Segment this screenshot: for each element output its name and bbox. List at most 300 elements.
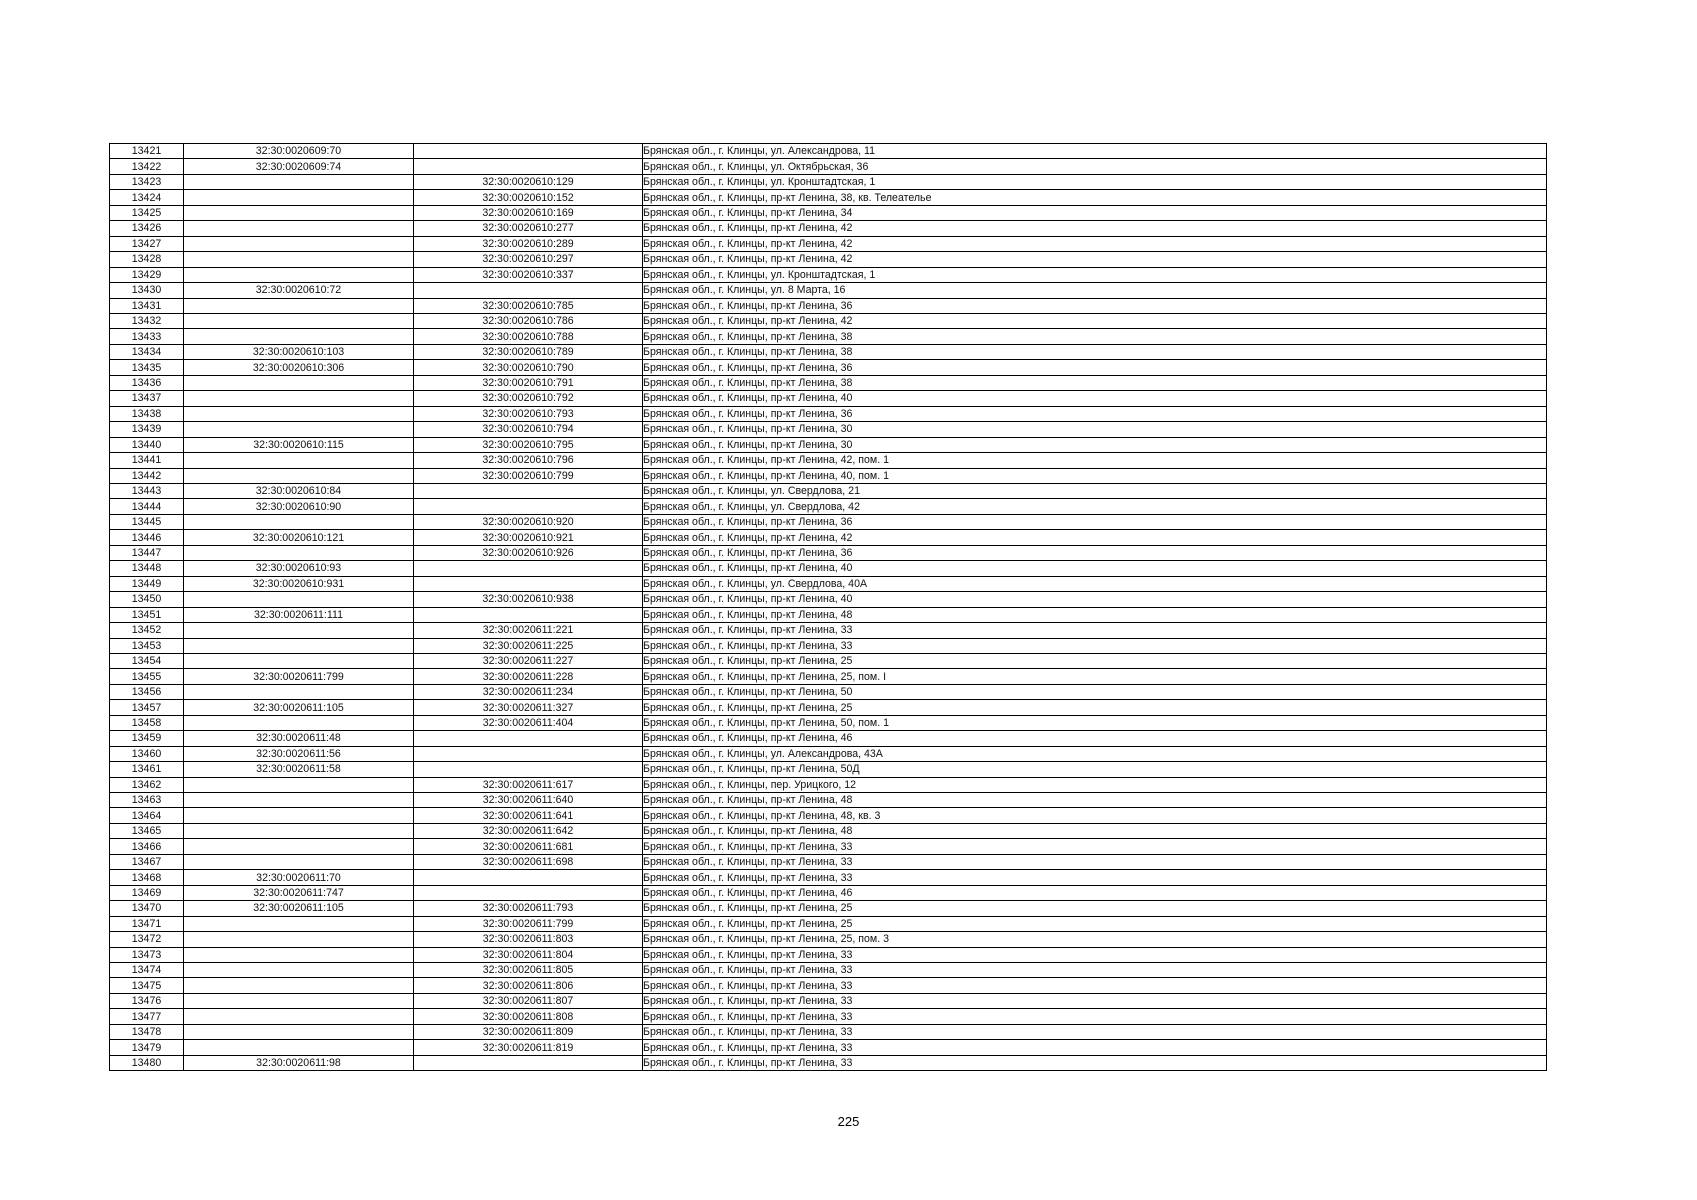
table-row xyxy=(110,329,1547,344)
table-row xyxy=(110,854,1547,869)
previous-cadastral-number-cell xyxy=(184,793,414,808)
cadastral-number-cell xyxy=(414,483,643,498)
table-row xyxy=(110,545,1547,560)
address-cell: Брянская обл., г. Клинцы, ул. Кронштадтская, 1 xyxy=(643,267,1547,282)
address-cell: Брянская обл., г. Клинцы, пр-кт Ленина, 25 xyxy=(643,700,1547,715)
table-row xyxy=(110,360,1547,375)
cadastral-number-cell: 32:30:0020611:640 xyxy=(414,793,643,808)
previous-cadastral-number-cell xyxy=(184,514,414,529)
address-cell: Брянская обл., г. Клинцы, пр-кт Ленина, 40 xyxy=(643,592,1547,607)
table-row xyxy=(110,236,1547,251)
row-number-cell: 13459 xyxy=(110,731,184,746)
cadastral-number-cell: 32:30:0020610:277 xyxy=(414,221,643,236)
cadastral-number-cell xyxy=(414,870,643,885)
row-number-cell: 13432 xyxy=(110,313,184,328)
address-cell: Брянская обл., г. Клинцы, пр-кт Ленина, 50Д xyxy=(643,762,1547,777)
previous-cadastral-number-cell xyxy=(184,993,414,1008)
cadastral-number-cell: 32:30:0020611:681 xyxy=(414,839,643,854)
address-cell: Брянская обл., г. Клинцы, пр-кт Ленина, 34 xyxy=(643,205,1547,220)
address-cell: Брянская обл., г. Клинцы, пр-кт Ленина, 46 xyxy=(643,885,1547,900)
address-cell: Брянская обл., г. Клинцы, пр-кт Ленина, 46 xyxy=(643,731,1547,746)
table-row xyxy=(110,205,1547,220)
cadastral-number-cell xyxy=(414,561,643,576)
row-number-cell: 13475 xyxy=(110,978,184,993)
address-cell: Брянская обл., г. Клинцы, пр-кт Ленина, 42 xyxy=(643,313,1547,328)
row-number-cell: 13421 xyxy=(110,144,184,159)
row-number-cell: 13442 xyxy=(110,468,184,483)
previous-cadastral-number-cell xyxy=(184,947,414,962)
previous-cadastral-number-cell xyxy=(184,313,414,328)
previous-cadastral-number-cell: 32:30:0020611:105 xyxy=(184,901,414,916)
table-row xyxy=(110,391,1547,406)
previous-cadastral-number-cell xyxy=(184,422,414,437)
address-cell: Брянская обл., г. Клинцы, пр-кт Ленина, 33 xyxy=(643,1024,1547,1039)
cadastral-number-cell: 32:30:0020610:790 xyxy=(414,360,643,375)
table-row xyxy=(110,638,1547,653)
table-row xyxy=(110,468,1547,483)
address-cell: Брянская обл., г. Клинцы, пр-кт Ленина, 25, пом. I xyxy=(643,669,1547,684)
table-row xyxy=(110,144,1547,159)
row-number-cell: 13461 xyxy=(110,762,184,777)
previous-cadastral-number-cell: 32:30:0020611:799 xyxy=(184,669,414,684)
table-row xyxy=(110,1055,1547,1070)
table-row xyxy=(110,190,1547,205)
address-cell: Брянская обл., г. Клинцы, пр-кт Ленина, 33 xyxy=(643,854,1547,869)
table-row xyxy=(110,453,1547,468)
cadastral-number-cell: 32:30:0020610:792 xyxy=(414,391,643,406)
row-number-cell: 13428 xyxy=(110,252,184,267)
address-cell: Брянская обл., г. Клинцы, пр-кт Ленина, 38 xyxy=(643,329,1547,344)
cadastral-number-cell: 32:30:0020611:808 xyxy=(414,1009,643,1024)
address-cell: Брянская обл., г. Клинцы, пр-кт Ленина, 25 xyxy=(643,653,1547,668)
row-number-cell: 13452 xyxy=(110,623,184,638)
address-cell: Брянская обл., г. Клинцы, пр-кт Ленина, 40, пом. 1 xyxy=(643,468,1547,483)
row-number-cell: 13446 xyxy=(110,530,184,545)
address-cell: Брянская обл., г. Клинцы, пр-кт Ленина, 42 xyxy=(643,252,1547,267)
row-number-cell: 13457 xyxy=(110,700,184,715)
previous-cadastral-number-cell: 32:30:0020610:306 xyxy=(184,360,414,375)
row-number-cell: 13437 xyxy=(110,391,184,406)
previous-cadastral-number-cell xyxy=(184,252,414,267)
table-row xyxy=(110,422,1547,437)
table-row xyxy=(110,561,1547,576)
table-row xyxy=(110,808,1547,823)
previous-cadastral-number-cell: 32:30:0020609:70 xyxy=(184,144,414,159)
table-row xyxy=(110,530,1547,545)
cadastral-number-cell: 32:30:0020610:337 xyxy=(414,267,643,282)
table-row xyxy=(110,483,1547,498)
previous-cadastral-number-cell: 32:30:0020610:121 xyxy=(184,530,414,545)
row-number-cell: 13431 xyxy=(110,298,184,313)
address-cell: Брянская обл., г. Клинцы, ул. Свердлова, 40А xyxy=(643,576,1547,591)
address-cell: Брянская обл., г. Клинцы, пр-кт Ленина, 50, пом. 1 xyxy=(643,715,1547,730)
row-number-cell: 13456 xyxy=(110,684,184,699)
previous-cadastral-number-cell: 32:30:0020610:72 xyxy=(184,283,414,298)
address-cell: Брянская обл., г. Клинцы, пр-кт Ленина, 50 xyxy=(643,684,1547,699)
previous-cadastral-number-cell xyxy=(184,391,414,406)
table-row xyxy=(110,823,1547,838)
address-cell: Брянская обл., г. Клинцы, пр-кт Ленина, 38 xyxy=(643,344,1547,359)
table-row xyxy=(110,607,1547,622)
row-number-cell: 13429 xyxy=(110,267,184,282)
previous-cadastral-number-cell: 32:30:0020611:747 xyxy=(184,885,414,900)
previous-cadastral-number-cell xyxy=(184,808,414,823)
address-cell: Брянская обл., г. Клинцы, пр-кт Ленина, 42 xyxy=(643,236,1547,251)
row-number-cell: 13434 xyxy=(110,344,184,359)
table-row xyxy=(110,313,1547,328)
table-row xyxy=(110,252,1547,267)
cadastral-number-cell: 32:30:0020610:788 xyxy=(414,329,643,344)
row-number-cell: 13466 xyxy=(110,839,184,854)
previous-cadastral-number-cell xyxy=(184,823,414,838)
row-number-cell: 13453 xyxy=(110,638,184,653)
row-number-cell: 13467 xyxy=(110,854,184,869)
table-row xyxy=(110,344,1547,359)
table-row xyxy=(110,684,1547,699)
previous-cadastral-number-cell: 32:30:0020609:74 xyxy=(184,159,414,174)
address-cell: Брянская обл., г. Клинцы, пр-кт Ленина, 33 xyxy=(643,1055,1547,1070)
previous-cadastral-number-cell: 32:30:0020610:93 xyxy=(184,561,414,576)
table-row xyxy=(110,669,1547,684)
row-number-cell: 13451 xyxy=(110,607,184,622)
row-number-cell: 13426 xyxy=(110,221,184,236)
address-cell: Брянская обл., г. Клинцы, пр-кт Ленина, 33 xyxy=(643,963,1547,978)
address-cell: Брянская обл., г. Клинцы, пр-кт Ленина, 42 xyxy=(643,221,1547,236)
row-number-cell: 13474 xyxy=(110,963,184,978)
row-number-cell: 13464 xyxy=(110,808,184,823)
row-number-cell: 13470 xyxy=(110,901,184,916)
table-row xyxy=(110,283,1547,298)
address-cell: Брянская обл., г. Клинцы, пр-кт Ленина, 33 xyxy=(643,870,1547,885)
cadastral-number-cell: 32:30:0020610:920 xyxy=(414,514,643,529)
row-number-cell: 13458 xyxy=(110,715,184,730)
cadastral-number-cell: 32:30:0020611:227 xyxy=(414,653,643,668)
previous-cadastral-number-cell: 32:30:0020610:103 xyxy=(184,344,414,359)
address-cell: Брянская обл., г. Клинцы, пр-кт Ленина, 33 xyxy=(643,638,1547,653)
row-number-cell: 13462 xyxy=(110,777,184,792)
table-row xyxy=(110,514,1547,529)
page-number: 225 xyxy=(837,1114,860,1129)
cadastral-number-cell: 32:30:0020610:152 xyxy=(414,190,643,205)
row-number-cell: 13476 xyxy=(110,993,184,1008)
cadastral-number-cell: 32:30:0020611:804 xyxy=(414,947,643,962)
previous-cadastral-number-cell: 32:30:0020611:98 xyxy=(184,1055,414,1070)
table-row xyxy=(110,1040,1547,1055)
previous-cadastral-number-cell xyxy=(184,1040,414,1055)
cadastral-number-cell xyxy=(414,731,643,746)
table-row xyxy=(110,700,1547,715)
address-cell: Брянская обл., г. Клинцы, пр-кт Ленина, 33 xyxy=(643,839,1547,854)
row-number-cell: 13444 xyxy=(110,499,184,514)
row-number-cell: 13436 xyxy=(110,375,184,390)
cadastral-registry-table xyxy=(109,143,1547,1071)
cadastral-number-cell xyxy=(414,159,643,174)
row-number-cell: 13443 xyxy=(110,483,184,498)
previous-cadastral-number-cell xyxy=(184,978,414,993)
address-cell: Брянская обл., г. Клинцы, ул. Свердлова, 21 xyxy=(643,483,1547,498)
row-number-cell: 13435 xyxy=(110,360,184,375)
table-row xyxy=(110,592,1547,607)
previous-cadastral-number-cell xyxy=(184,1024,414,1039)
row-number-cell: 13423 xyxy=(110,174,184,189)
address-cell: Брянская обл., г. Клинцы, пр-кт Ленина, 40 xyxy=(643,391,1547,406)
cadastral-number-cell: 32:30:0020611:805 xyxy=(414,963,643,978)
row-number-cell: 13469 xyxy=(110,885,184,900)
cadastral-number-cell: 32:30:0020611:327 xyxy=(414,700,643,715)
table-row xyxy=(110,653,1547,668)
cadastral-number-cell: 32:30:0020610:794 xyxy=(414,422,643,437)
address-cell: Брянская обл., г. Клинцы, пр-кт Ленина, 36 xyxy=(643,545,1547,560)
table-row xyxy=(110,576,1547,591)
address-cell: Брянская обл., г. Клинцы, пр-кт Ленина, 42, пом. 1 xyxy=(643,453,1547,468)
address-cell: Брянская обл., г. Клинцы, ул. Октябрьская, 36 xyxy=(643,159,1547,174)
table-row xyxy=(110,499,1547,514)
previous-cadastral-number-cell xyxy=(184,916,414,931)
address-cell: Брянская обл., г. Клинцы, пр-кт Ленина, 33 xyxy=(643,1009,1547,1024)
cadastral-number-cell: 32:30:0020611:809 xyxy=(414,1024,643,1039)
cadastral-number-cell: 32:30:0020610:921 xyxy=(414,530,643,545)
previous-cadastral-number-cell xyxy=(184,684,414,699)
previous-cadastral-number-cell: 32:30:0020611:105 xyxy=(184,700,414,715)
previous-cadastral-number-cell xyxy=(184,190,414,205)
cadastral-number-cell: 32:30:0020610:795 xyxy=(414,437,643,452)
previous-cadastral-number-cell xyxy=(184,638,414,653)
cadastral-number-cell: 32:30:0020610:791 xyxy=(414,375,643,390)
previous-cadastral-number-cell xyxy=(184,205,414,220)
row-number-cell: 13454 xyxy=(110,653,184,668)
cadastral-number-cell: 32:30:0020611:819 xyxy=(414,1040,643,1055)
address-cell: Брянская обл., г. Клинцы, пр-кт Ленина, 36 xyxy=(643,298,1547,313)
cadastral-number-cell: 32:30:0020610:793 xyxy=(414,406,643,421)
previous-cadastral-number-cell xyxy=(184,592,414,607)
row-number-cell: 13438 xyxy=(110,406,184,421)
cadastral-number-cell: 32:30:0020610:297 xyxy=(414,252,643,267)
cadastral-number-cell: 32:30:0020610:789 xyxy=(414,344,643,359)
previous-cadastral-number-cell xyxy=(184,653,414,668)
row-number-cell: 13425 xyxy=(110,205,184,220)
table-row xyxy=(110,159,1547,174)
address-cell: Брянская обл., г. Клинцы, ул. Александрова, 43А xyxy=(643,746,1547,761)
row-number-cell: 13439 xyxy=(110,422,184,437)
cadastral-number-cell: 32:30:0020611:799 xyxy=(414,916,643,931)
table-row xyxy=(110,978,1547,993)
address-cell: Брянская обл., г. Клинцы, пр-кт Ленина, 36 xyxy=(643,360,1547,375)
address-cell: Брянская обл., г. Клинцы, пр-кт Ленина, 38, кв. Телеателье xyxy=(643,190,1547,205)
previous-cadastral-number-cell xyxy=(184,298,414,313)
address-cell: Брянская обл., г. Клинцы, пр-кт Ленина, 30 xyxy=(643,437,1547,452)
previous-cadastral-number-cell: 32:30:0020610:90 xyxy=(184,499,414,514)
cadastral-number-cell: 32:30:0020610:796 xyxy=(414,453,643,468)
address-cell: Брянская обл., г. Клинцы, пр-кт Ленина, 33 xyxy=(643,623,1547,638)
previous-cadastral-number-cell xyxy=(184,453,414,468)
address-cell: Брянская обл., г. Клинцы, пр-кт Ленина, 33 xyxy=(643,947,1547,962)
cadastral-number-cell: 32:30:0020610:129 xyxy=(414,174,643,189)
row-number-cell: 13472 xyxy=(110,932,184,947)
row-number-cell: 13430 xyxy=(110,283,184,298)
row-number-cell: 13477 xyxy=(110,1009,184,1024)
previous-cadastral-number-cell xyxy=(184,468,414,483)
cadastral-number-cell: 32:30:0020611:221 xyxy=(414,623,643,638)
cadastral-number-cell xyxy=(414,576,643,591)
row-number-cell: 13448 xyxy=(110,561,184,576)
table-row xyxy=(110,715,1547,730)
cadastral-number-cell xyxy=(414,283,643,298)
previous-cadastral-number-cell xyxy=(184,236,414,251)
row-number-cell: 13480 xyxy=(110,1055,184,1070)
row-number-cell: 13460 xyxy=(110,746,184,761)
address-cell: Брянская обл., г. Клинцы, пр-кт Ленина, 36 xyxy=(643,406,1547,421)
cadastral-number-cell: 32:30:0020610:289 xyxy=(414,236,643,251)
previous-cadastral-number-cell xyxy=(184,174,414,189)
address-cell: Брянская обл., г. Клинцы, пр-кт Ленина, 25, пом. 3 xyxy=(643,932,1547,947)
cadastral-number-cell xyxy=(414,885,643,900)
address-cell: Брянская обл., г. Клинцы, ул. Александрова, 11 xyxy=(643,144,1547,159)
row-number-cell: 13440 xyxy=(110,437,184,452)
address-cell: Брянская обл., г. Клинцы, пр-кт Ленина, 38 xyxy=(643,375,1547,390)
table-row xyxy=(110,932,1547,947)
row-number-cell: 13463 xyxy=(110,793,184,808)
table-row xyxy=(110,793,1547,808)
table-row xyxy=(110,437,1547,452)
address-cell: Брянская обл., г. Клинцы, пр-кт Ленина, 48, кв. 3 xyxy=(643,808,1547,823)
cadastral-number-cell: 32:30:0020610:785 xyxy=(414,298,643,313)
table-row xyxy=(110,963,1547,978)
address-cell: Брянская обл., г. Клинцы, пр-кт Ленина, 48 xyxy=(643,607,1547,622)
table-row xyxy=(110,870,1547,885)
cadastral-number-cell: 32:30:0020611:617 xyxy=(414,777,643,792)
previous-cadastral-number-cell xyxy=(184,329,414,344)
cadastral-number-cell: 32:30:0020611:234 xyxy=(414,684,643,699)
previous-cadastral-number-cell xyxy=(184,623,414,638)
cadastral-number-cell xyxy=(414,1055,643,1070)
cadastral-number-cell: 32:30:0020611:404 xyxy=(414,715,643,730)
cadastral-number-cell xyxy=(414,746,643,761)
table-row xyxy=(110,762,1547,777)
address-cell: Брянская обл., г. Клинцы, ул. Свердлова, 42 xyxy=(643,499,1547,514)
address-cell: Брянская обл., г. Клинцы, пр-кт Ленина, 25 xyxy=(643,901,1547,916)
table-row xyxy=(110,746,1547,761)
address-cell: Брянская обл., г. Клинцы, пр-кт Ленина, 42 xyxy=(643,530,1547,545)
cadastral-number-cell: 32:30:0020611:807 xyxy=(414,993,643,1008)
table-row xyxy=(110,993,1547,1008)
cadastral-number-cell: 32:30:0020611:698 xyxy=(414,854,643,869)
cadastral-number-cell: 32:30:0020611:225 xyxy=(414,638,643,653)
address-cell: Брянская обл., г. Клинцы, пр-кт Ленина, 48 xyxy=(643,793,1547,808)
cadastral-number-cell: 32:30:0020611:806 xyxy=(414,978,643,993)
table-row xyxy=(110,885,1547,900)
cadastral-number-cell: 32:30:0020611:793 xyxy=(414,901,643,916)
cadastral-number-cell: 32:30:0020611:228 xyxy=(414,669,643,684)
table-row xyxy=(110,1009,1547,1024)
table-row xyxy=(110,221,1547,236)
row-number-cell: 13449 xyxy=(110,576,184,591)
previous-cadastral-number-cell xyxy=(184,375,414,390)
table-row xyxy=(110,901,1547,916)
table-row xyxy=(110,623,1547,638)
previous-cadastral-number-cell xyxy=(184,854,414,869)
cadastral-number-cell xyxy=(414,762,643,777)
previous-cadastral-number-cell xyxy=(184,221,414,236)
table-row xyxy=(110,916,1547,931)
row-number-cell: 13424 xyxy=(110,190,184,205)
row-number-cell: 13479 xyxy=(110,1040,184,1055)
cadastral-number-cell: 32:30:0020611:642 xyxy=(414,823,643,838)
table-body xyxy=(110,144,1547,1071)
row-number-cell: 13445 xyxy=(110,514,184,529)
row-number-cell: 13441 xyxy=(110,453,184,468)
cadastral-number-cell: 32:30:0020610:169 xyxy=(414,205,643,220)
previous-cadastral-number-cell xyxy=(184,545,414,560)
previous-cadastral-number-cell xyxy=(184,715,414,730)
row-number-cell: 13465 xyxy=(110,823,184,838)
previous-cadastral-number-cell: 32:30:0020610:84 xyxy=(184,483,414,498)
row-number-cell: 13422 xyxy=(110,159,184,174)
address-cell: Брянская обл., г. Клинцы, пр-кт Ленина, 33 xyxy=(643,978,1547,993)
table-row xyxy=(110,406,1547,421)
address-cell: Брянская обл., г. Клинцы, пр-кт Ленина, 48 xyxy=(643,823,1547,838)
address-cell: Брянская обл., г. Клинцы, пр-кт Ленина, 25 xyxy=(643,916,1547,931)
previous-cadastral-number-cell xyxy=(184,267,414,282)
previous-cadastral-number-cell: 32:30:0020611:58 xyxy=(184,762,414,777)
previous-cadastral-number-cell: 32:30:0020610:115 xyxy=(184,437,414,452)
table-row xyxy=(110,298,1547,313)
table-row xyxy=(110,947,1547,962)
address-cell: Брянская обл., г. Клинцы, ул. 8 Марта, 16 xyxy=(643,283,1547,298)
table-row xyxy=(110,1024,1547,1039)
address-cell: Брянская обл., г. Клинцы, пр-кт Ленина, 30 xyxy=(643,422,1547,437)
previous-cadastral-number-cell xyxy=(184,932,414,947)
row-number-cell: 13455 xyxy=(110,669,184,684)
previous-cadastral-number-cell: 32:30:0020611:111 xyxy=(184,607,414,622)
row-number-cell: 13427 xyxy=(110,236,184,251)
previous-cadastral-number-cell: 32:30:0020610:931 xyxy=(184,576,414,591)
previous-cadastral-number-cell xyxy=(184,406,414,421)
cadastral-number-cell: 32:30:0020610:799 xyxy=(414,468,643,483)
cadastral-number-cell: 32:30:0020611:641 xyxy=(414,808,643,823)
row-number-cell: 13433 xyxy=(110,329,184,344)
cadastral-number-cell xyxy=(414,144,643,159)
table-row xyxy=(110,174,1547,189)
row-number-cell: 13447 xyxy=(110,545,184,560)
address-cell: Брянская обл., г. Клинцы, пр-кт Ленина, 33 xyxy=(643,1040,1547,1055)
address-cell: Брянская обл., г. Клинцы, ул. Кронштадтская, 1 xyxy=(643,174,1547,189)
row-number-cell: 13450 xyxy=(110,592,184,607)
row-number-cell: 13478 xyxy=(110,1024,184,1039)
table-row xyxy=(110,267,1547,282)
row-number-cell: 13473 xyxy=(110,947,184,962)
cadastral-number-cell: 32:30:0020610:926 xyxy=(414,545,643,560)
cadastral-number-cell xyxy=(414,607,643,622)
previous-cadastral-number-cell: 32:30:0020611:48 xyxy=(184,731,414,746)
address-cell: Брянская обл., г. Клинцы, пр-кт Ленина, 40 xyxy=(643,561,1547,576)
cadastral-number-cell: 32:30:0020610:786 xyxy=(414,313,643,328)
previous-cadastral-number-cell xyxy=(184,1009,414,1024)
address-cell: Брянская обл., г. Клинцы, пр-кт Ленина, 36 xyxy=(643,514,1547,529)
table-row xyxy=(110,375,1547,390)
row-number-cell: 13471 xyxy=(110,916,184,931)
cadastral-number-cell xyxy=(414,499,643,514)
row-number-cell: 13468 xyxy=(110,870,184,885)
address-cell: Брянская обл., г. Клинцы, пр-кт Ленина, 33 xyxy=(643,993,1547,1008)
previous-cadastral-number-cell xyxy=(184,777,414,792)
cadastral-number-cell: 32:30:0020610:938 xyxy=(414,592,643,607)
previous-cadastral-number-cell xyxy=(184,963,414,978)
table-row xyxy=(110,731,1547,746)
previous-cadastral-number-cell: 32:30:0020611:56 xyxy=(184,746,414,761)
address-cell: Брянская обл., г. Клинцы, пер. Урицкого, 12 xyxy=(643,777,1547,792)
table-row xyxy=(110,839,1547,854)
table-row xyxy=(110,777,1547,792)
